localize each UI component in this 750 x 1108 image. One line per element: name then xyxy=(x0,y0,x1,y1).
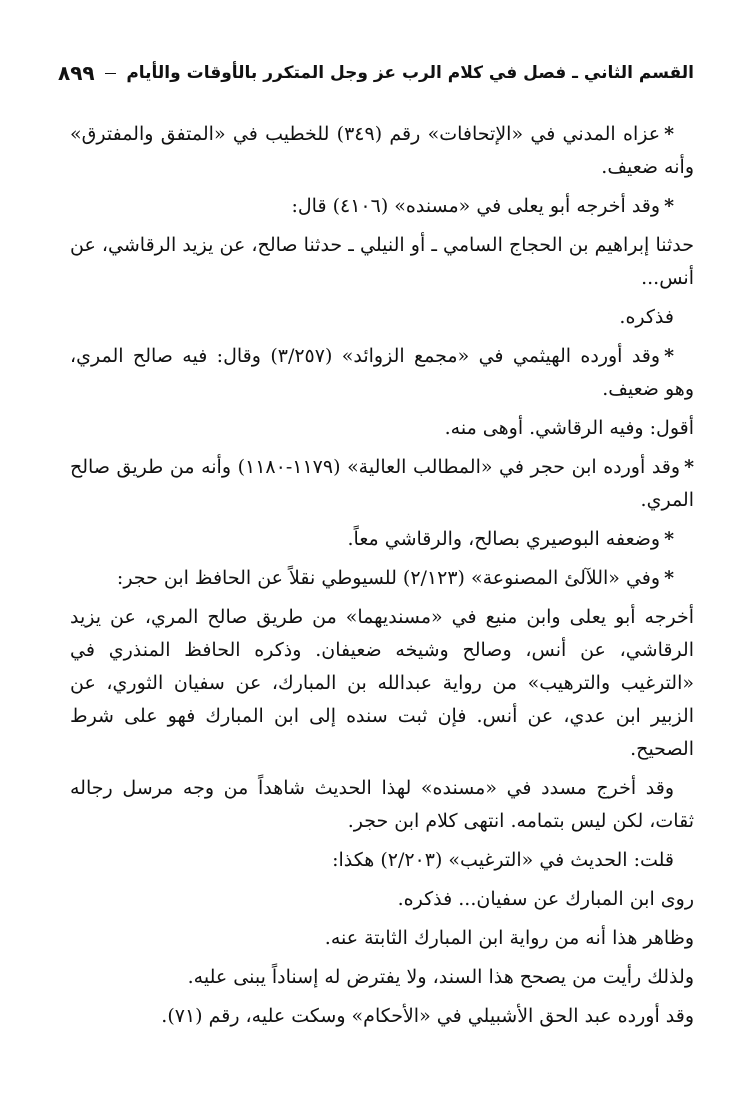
paragraph-text: حدثنا إبراهيم بن الحجاج السامي ـ أو النيلي ـ حدثنا صالح، عن يزيد الرقاشي، عن أنس... xyxy=(70,234,694,289)
body-text xyxy=(70,118,694,1039)
paragraph-text: وقد أخرج مسدد في «مسنده» لهذا الحديث شاهداً من وجه مرسل رجاله ثقات، لكن ليس بتمامه. انتهى كلام ابن حجر. xyxy=(70,777,694,832)
paragraph xyxy=(70,301,694,334)
running-header xyxy=(58,58,694,88)
star-bullet: * xyxy=(664,123,674,145)
paragraph xyxy=(70,412,694,445)
paragraph xyxy=(70,922,694,955)
paragraph-text: أقول: وفيه الرقاشي. أوهى منه. xyxy=(444,417,694,439)
paragraph-text: ولذلك رأيت من يصحح هذا السند، ولا يفترض له إسناداً يبنى عليه. xyxy=(187,966,694,988)
paragraph-text: وقد أخرجه أبو يعلى في «مسنده» (٤١٠٦) قال: xyxy=(291,195,661,217)
paragraph xyxy=(70,562,694,595)
paragraph-text: فذكره. xyxy=(619,306,674,328)
paragraph xyxy=(70,961,694,994)
paragraph xyxy=(70,451,694,517)
paragraph-text: وقد أورده ابن حجر في «المطالب العالية» (١١٧٩-١١٨٠) وأنه من طريق صالح المري. xyxy=(70,456,694,511)
star-bullet: * xyxy=(664,195,674,217)
paragraph-text: روى ابن المبارك عن سفيان... فذكره. xyxy=(397,888,694,910)
paragraph-text: أخرجه أبو يعلى وابن منيع في «مسنديهما» من طريق صالح المري، عن يزيد الرقاشي، عن أنس، وصالح وشيخه ضعيفان. وذكره الحافظ المنذري في «الترغيب والترهيب» من رواية عبدالله بن المبارك، عن سفيان الثوري، عن الزبير ابن عدي، عن أنس. فإن ثبت سنده إلى ابن المبارك فهو على شرط الصحيح. xyxy=(70,606,694,760)
paragraph-text: وقد أورده عبد الحق الأشبيلي في «الأحكام» وسكت عليه، رقم (٧١). xyxy=(161,1005,694,1027)
paragraph-text: وفي «اللآلئ المصنوعة» (٢/١٢٣) للسيوطي نقلاً عن الحافظ ابن حجر: xyxy=(116,567,661,589)
paragraph-text: قلت: الحديث في «الترغيب» (٢/٢٠٣) هكذا: xyxy=(332,849,674,871)
header-rule xyxy=(105,73,117,74)
paragraph-text: وضعفه البوصيري بصالح، والرقاشي معاً. xyxy=(347,528,661,550)
paragraph xyxy=(70,601,694,766)
star-bullet: * xyxy=(664,345,674,367)
paragraph xyxy=(70,229,694,295)
star-bullet: * xyxy=(664,567,674,589)
paragraph xyxy=(70,1000,694,1033)
paragraph xyxy=(70,118,694,184)
star-bullet: * xyxy=(664,528,674,550)
paragraph-text: وقد أورده الهيثمي في «مجمع الزوائد» (٣/٢٥٧) وقال: فيه صالح المري، وهو ضعيف. xyxy=(70,345,694,400)
star-bullet: * xyxy=(684,456,695,478)
paragraph xyxy=(70,340,694,406)
page-number: ٨٩٩ xyxy=(58,61,95,85)
paragraph xyxy=(70,844,694,877)
paragraph xyxy=(70,190,694,223)
paragraph-text: عزاه المدني في «الإتحافات» رقم (٣٤٩) للخطيب في «المتفق والمفترق» وأنه ضعيف. xyxy=(70,123,694,178)
paragraph xyxy=(70,523,694,556)
header-title: القسم الثاني ـ فصل في كلام الرب عز وجل المتكرر بالأوقات والأيام xyxy=(126,63,694,83)
paragraph xyxy=(70,772,694,838)
paragraph-text: وظاهر هذا أنه من رواية ابن المبارك الثابتة عنه. xyxy=(324,927,694,949)
paragraph xyxy=(70,883,694,916)
